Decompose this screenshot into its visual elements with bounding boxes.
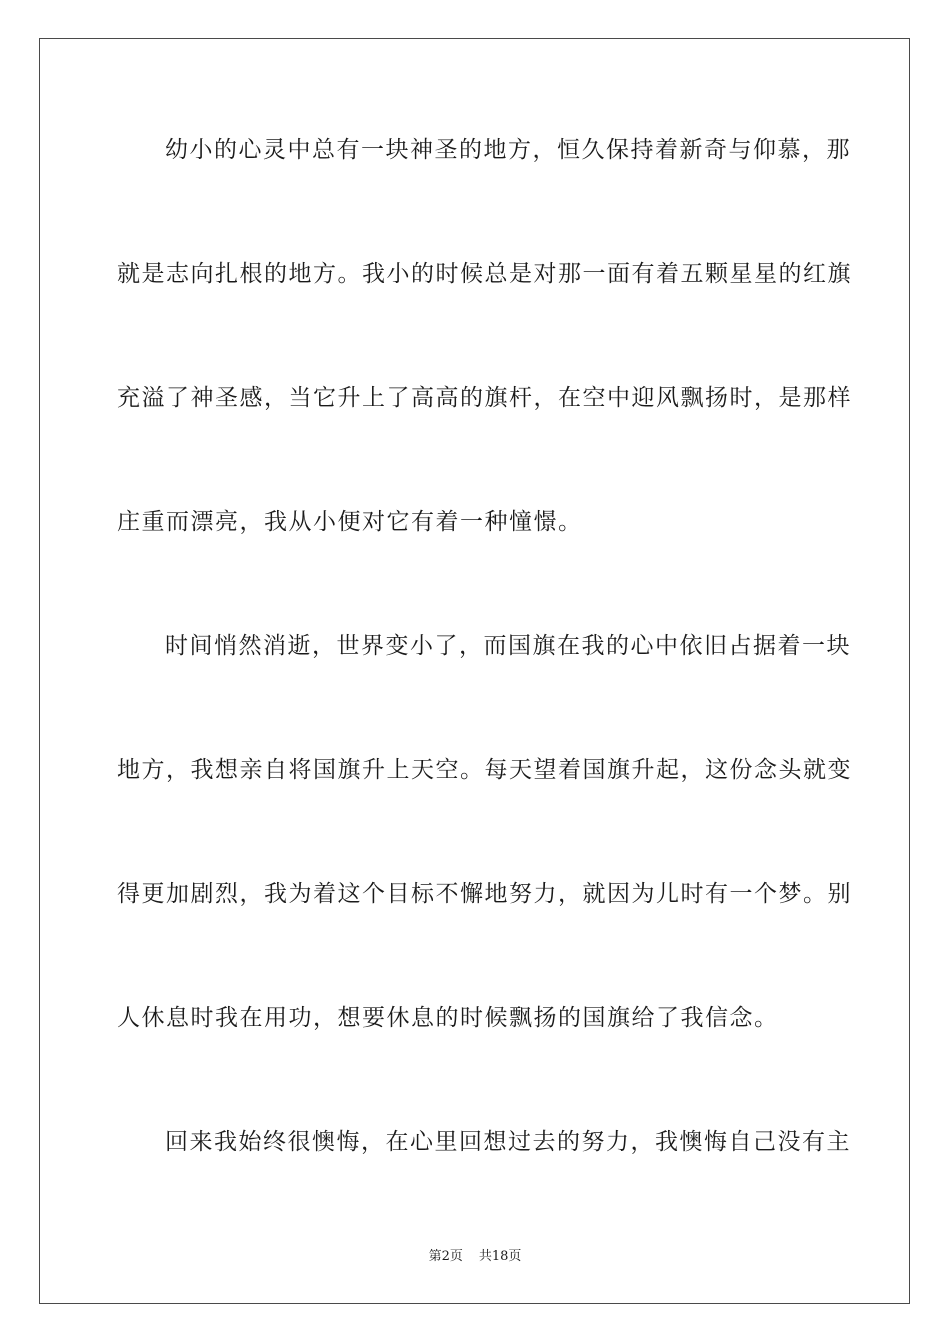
paragraph-2-line-1: 时间悄然消逝，世界变小了，而国旗在我的心中依旧占据着一块: [165, 633, 851, 659]
paragraph-1-line-3: 充溢了神圣感，当它升上了高高的旗杆，在空中迎风飘扬时，是那样: [117, 385, 852, 411]
page-number: 第2页: [428, 1249, 463, 1264]
paragraph-2-line-4: 人休息时我在用功，想要休息的时候飘扬的国旗给了我信念。: [117, 1005, 779, 1031]
paragraph-1-line-4: 庄重而漂亮，我从小便对它有着一种憧憬。: [117, 509, 583, 535]
paragraph-3-line-1: 回来我始终很懊悔，在心里回想过去的努力，我懊悔自己没有主: [165, 1129, 851, 1155]
paragraph-2-line-3: 得更加剧烈，我为着这个目标不懈地努力，就因为儿时有一个梦。别: [117, 881, 852, 907]
paragraph-2-line-2: 地方，我想亲自将国旗升上天空。每天望着国旗升起，这份念头就变: [117, 757, 852, 783]
page-border: [39, 38, 910, 1304]
page-total: 共18页: [478, 1249, 522, 1264]
paragraph-1-line-2: 就是志向扎根的地方。我小的时候总是对那一面有着五颗星星的红旗: [117, 261, 852, 287]
page-footer: [0, 1248, 950, 1266]
paragraph-1-line-1: 幼小的心灵中总有一块神圣的地方，恒久保持着新奇与仰慕，那: [165, 137, 851, 163]
